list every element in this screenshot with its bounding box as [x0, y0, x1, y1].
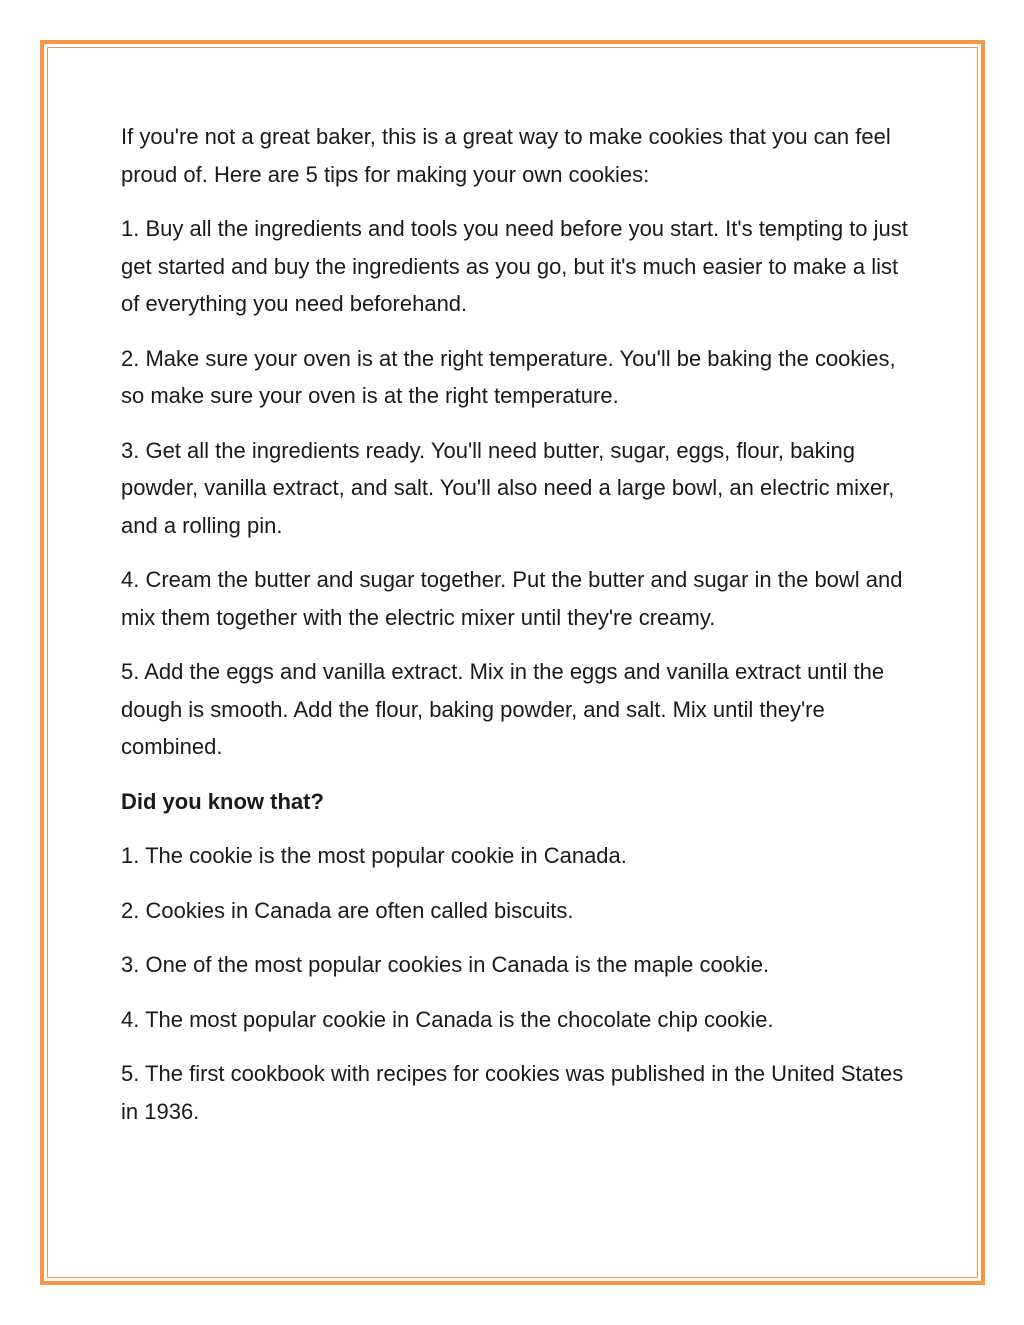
tip-item: 5. Add the eggs and vanilla extract. Mix in the eggs and vanilla extract until the dough is smooth. Add the flour, baking powder, and salt. Mix until they're combined.: [121, 659, 885, 759]
facts-heading: Did you know that?: [121, 788, 324, 814]
tip-item: 3. Get all the ingredients ready. You'll need butter, sugar, eggs, flour, baking powder, vanilla extract, and salt. You'll also need a large bowl, an electric mixer, and a rolling pin.: [121, 437, 895, 538]
fact-item: 3. One of the most popular cookies in Canada is the maple cookie.: [121, 952, 770, 977]
tip-item: 4. Cream the butter and sugar together. Put the butter and sugar in the bowl and mix them together with the electric mixer until they're creamy.: [121, 567, 903, 630]
fact-item: 1. The cookie is the most popular cookie in Canada.: [121, 843, 627, 868]
fact-item: 5. The first cookbook with recipes for cookies was published in the United States in 1936.: [121, 1061, 904, 1124]
fact-item: 4. The most popular cookie in Canada is the chocolate chip cookie.: [121, 1006, 774, 1032]
tip-item: 2. Make sure your oven is at the right temperature. You'll be baking the cookies, so make sure your oven is at the right temperature.: [121, 345, 896, 408]
intro-paragraph: If you're not a great baker, this is a great way to make cookies that you can feel proud of. Here are 5 tips for making your own cookies:: [121, 124, 891, 187]
fact-item: 2. Cookies in Canada are often called biscuits.: [121, 897, 574, 923]
tip-item: 1. Buy all the ingredients and tools you need before you start. It's tempting to just get started and buy the ingredients as you go, but it's much easier to make a list of everything you need beforehand.: [121, 216, 908, 316]
document-body: [121, 118, 911, 1147]
